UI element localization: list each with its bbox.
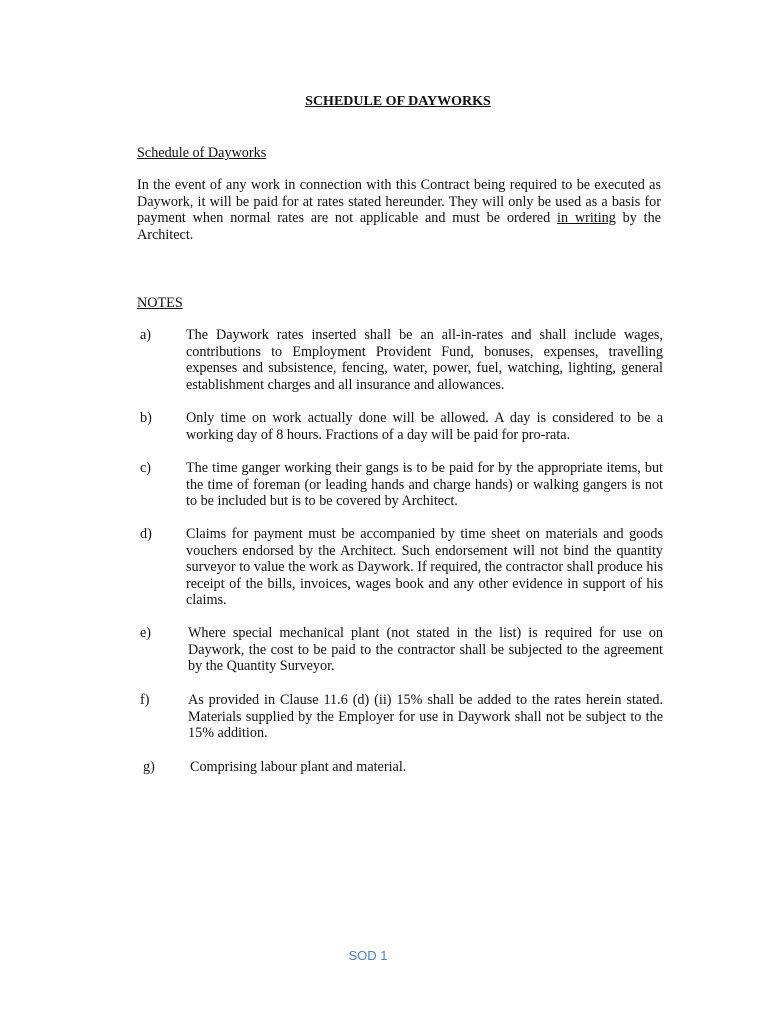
note-text: The Daywork rates inserted shall be an all-in-rates and shall include wages, contributions to Employment Provident Fund, bonuses, expenses, travelling expenses and subsistence, fencing, water, power, fuel, watching, lighting, general establishment charges and all insurance and allowances.: [186, 327, 663, 393]
page-footer: SOD 1: [348, 948, 388, 963]
note-item-g: [137, 759, 663, 776]
notes-heading: NOTES: [137, 295, 183, 311]
note-text: Claims for payment must be accompanied by time sheet on materials and goods vouchers endorsed by the Architect. Such endorsement will not bind the quantity surveyor to value the work as Daywork. If required, the contractor shall produce his receipt of the bills, invoices, wages book and any other evidence in support of his claims.: [186, 526, 663, 608]
note-item-f: [137, 692, 663, 742]
note-item-d: [137, 526, 663, 609]
note-label: a): [140, 327, 152, 343]
note-text: Comprising labour plant and material.: [190, 759, 407, 775]
note-text: The time ganger working their gangs is to be paid for by the appropriate items, but the time of foreman (or leading hands and charge hands) or walking gangers is not to be included but is to be covered by Architect.: [186, 460, 663, 509]
section-subheading: Schedule of Dayworks: [137, 145, 267, 161]
note-label: e): [140, 625, 152, 641]
intro-paragraph: [137, 177, 661, 243]
intro-text-before: In the event of any work in connection with this Contract being required to be executed as Daywork, it will be paid for at rates stated hereunder. They will only be used as a basis for payment when normal rates are not applicable and must be ordered: [137, 177, 661, 226]
intro-text-underlined: in writing: [557, 210, 616, 226]
note-label: c): [140, 460, 152, 476]
note-text: As provided in Clause 11.6 (d) (ii) 15% shall be added to the rates herein stated. Materials supplied by the Employer for use in Daywork shall not be subject to the 15% addition.: [188, 692, 663, 741]
note-text: Only time on work actually done will be allowed. A day is considered to be a working day of 8 hours. Fractions of a day will be paid for pro-rata.: [186, 410, 663, 443]
page-title: SCHEDULE OF DAYWORKS: [305, 94, 491, 109]
intro-text-after: by the Architect.: [137, 210, 661, 243]
note-item-a: [137, 327, 663, 393]
note-label: b): [140, 410, 152, 426]
note-text: Where special mechanical plant (not stated in the list) is required for use on Daywork, the cost to be paid to the contractor shall be subjected to the agreement by the Quantity Surveyor.: [188, 625, 663, 674]
note-label: d): [140, 526, 152, 542]
note-item-c: [137, 460, 663, 510]
note-label: f): [140, 692, 150, 708]
note-label: g): [143, 759, 155, 775]
note-item-b: [137, 410, 663, 443]
note-item-e: [137, 625, 663, 675]
